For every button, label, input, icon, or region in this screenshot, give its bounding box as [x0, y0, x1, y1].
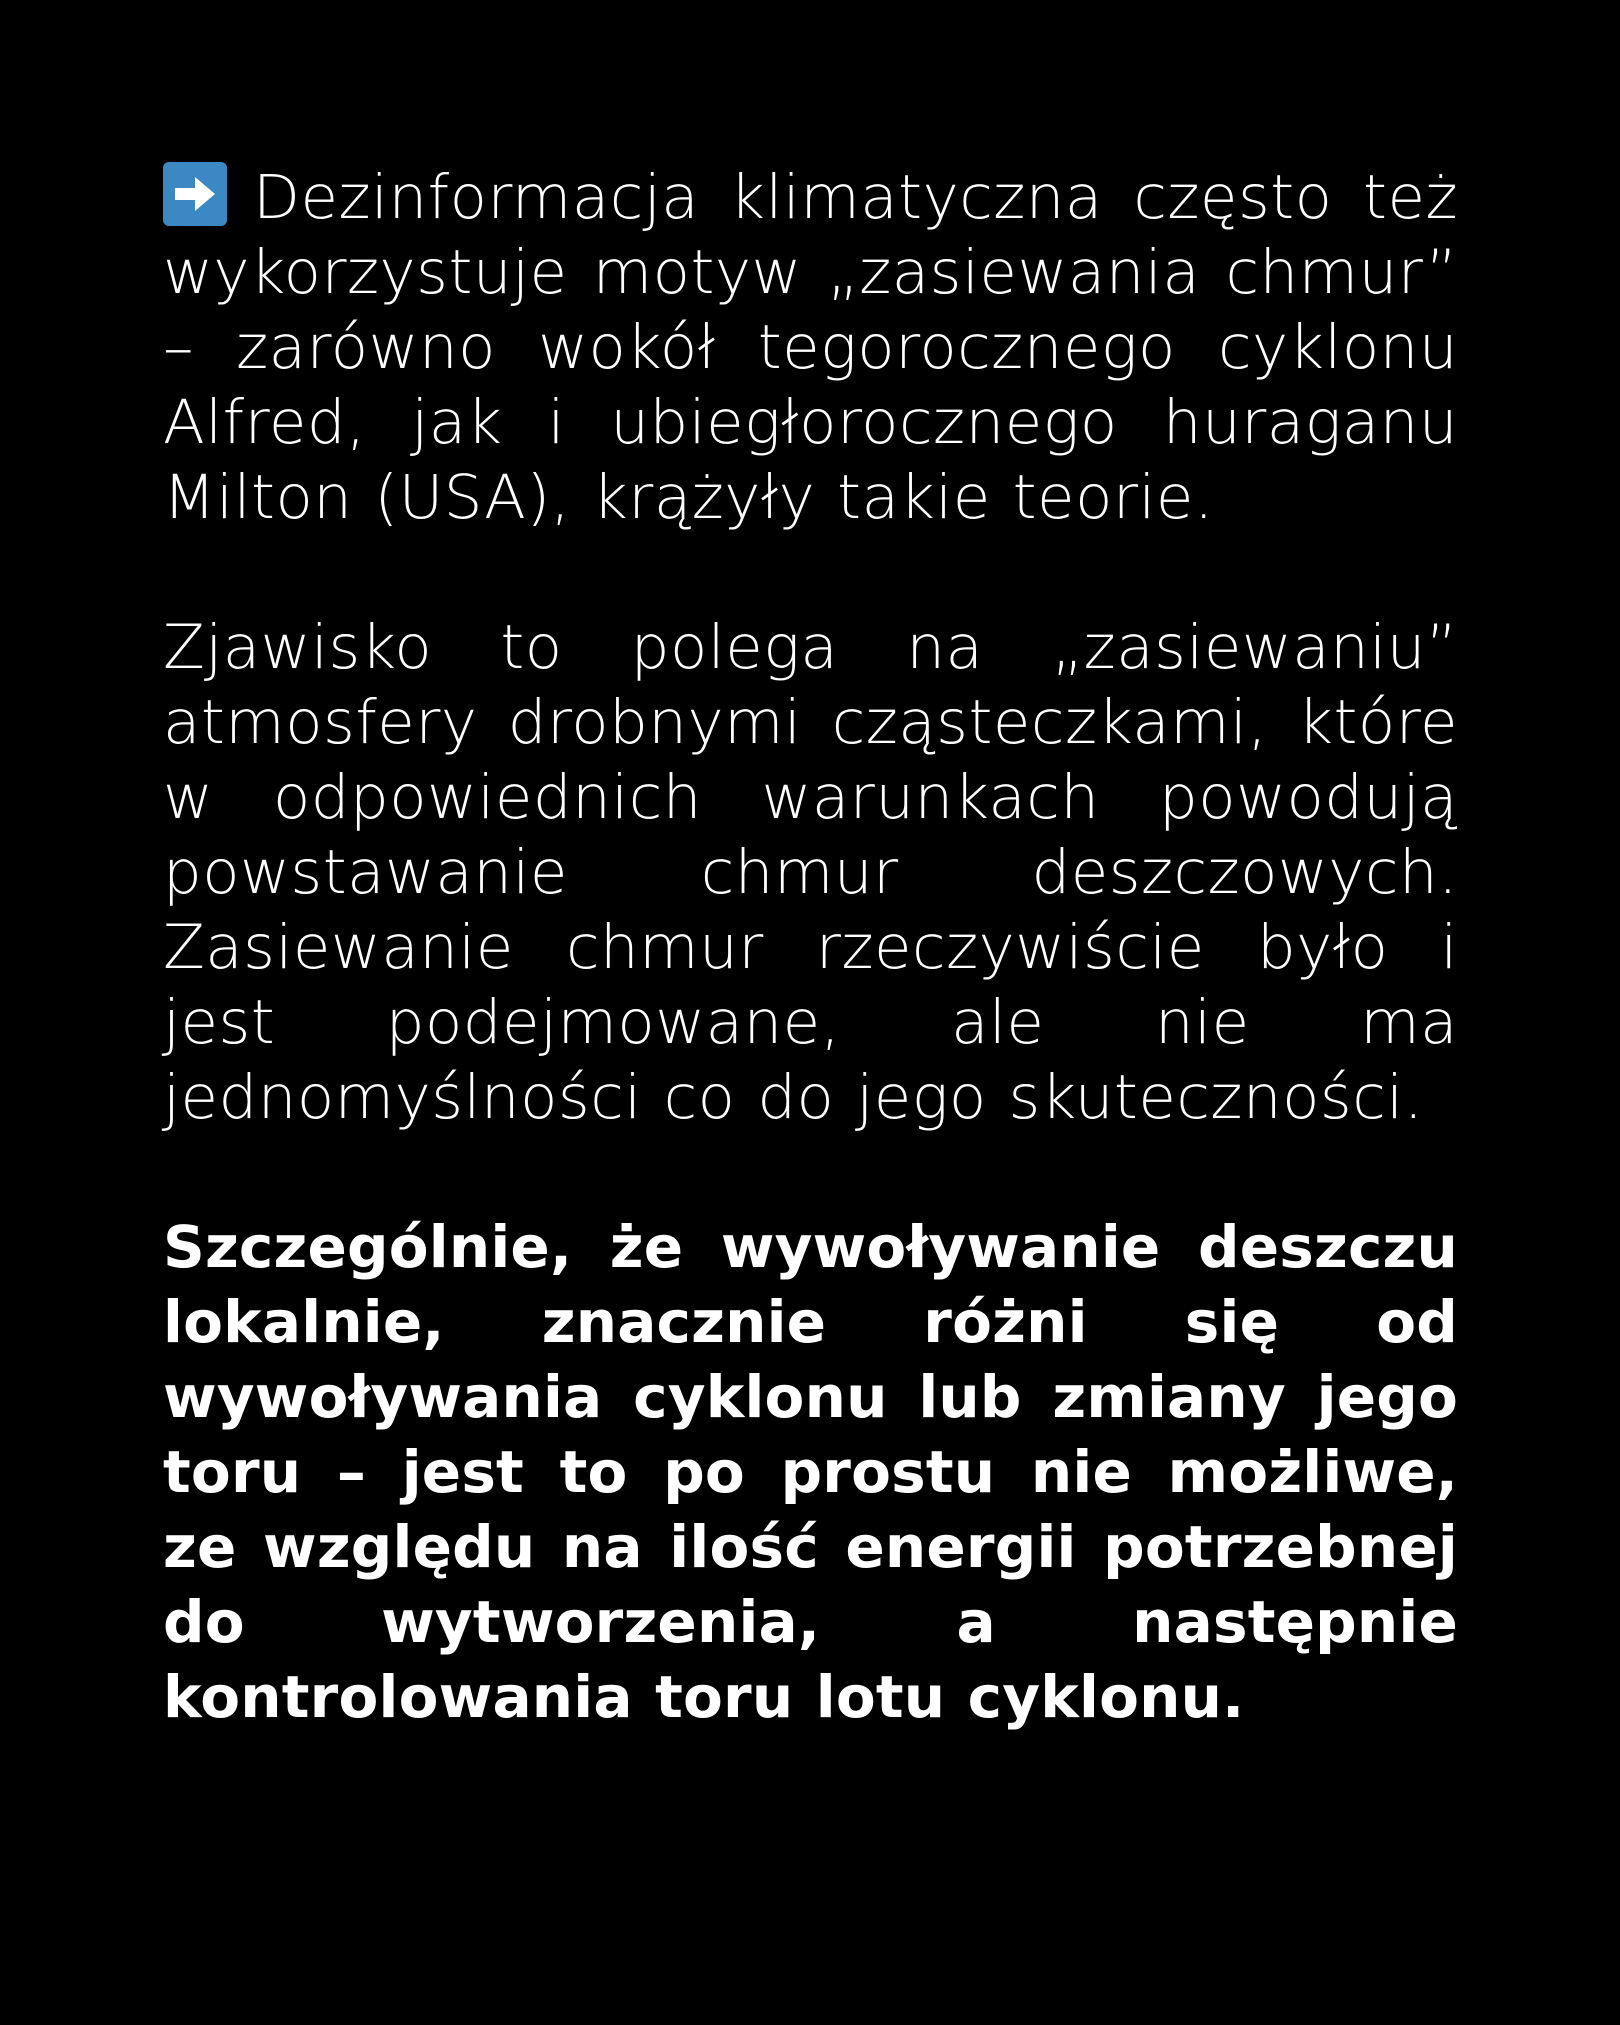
paragraph-intro [163, 160, 1458, 535]
paragraph-intro-text: Dezinformacja klimatyczna często też wykorzystuje motyw „zasiewania chmur” – zarówno wokół tegorocznego cyklonu Alfred, jak i ubiegłorocznego huraganu Milton (USA), krążyły takie teorie. [163, 162, 1458, 533]
post-content [163, 160, 1458, 1735]
right-arrow-icon [163, 162, 227, 226]
paragraph-explanation: Zjawisko to polega na „zasiewaniu” atmosfery drobnymi cząsteczkami, które w odpowiednich warunkach powodują powstawanie chmur deszczowych. Zasiewanie chmur rzeczywiście było i jest podejmowane, ale nie ma jednomyślności co do jego skuteczności. [163, 612, 1458, 1133]
paragraph-conclusion: Szczególnie, że wywoływanie deszczu lokalnie, znacznie różni się od wywoływania cyklonu lub zmiany jego toru – jest to po prostu nie możliwe, ze względu na ilość energii potrzebnej do wytworzenia, a następnie kontrolowania toru lotu cyklonu. [163, 1213, 1458, 1731]
